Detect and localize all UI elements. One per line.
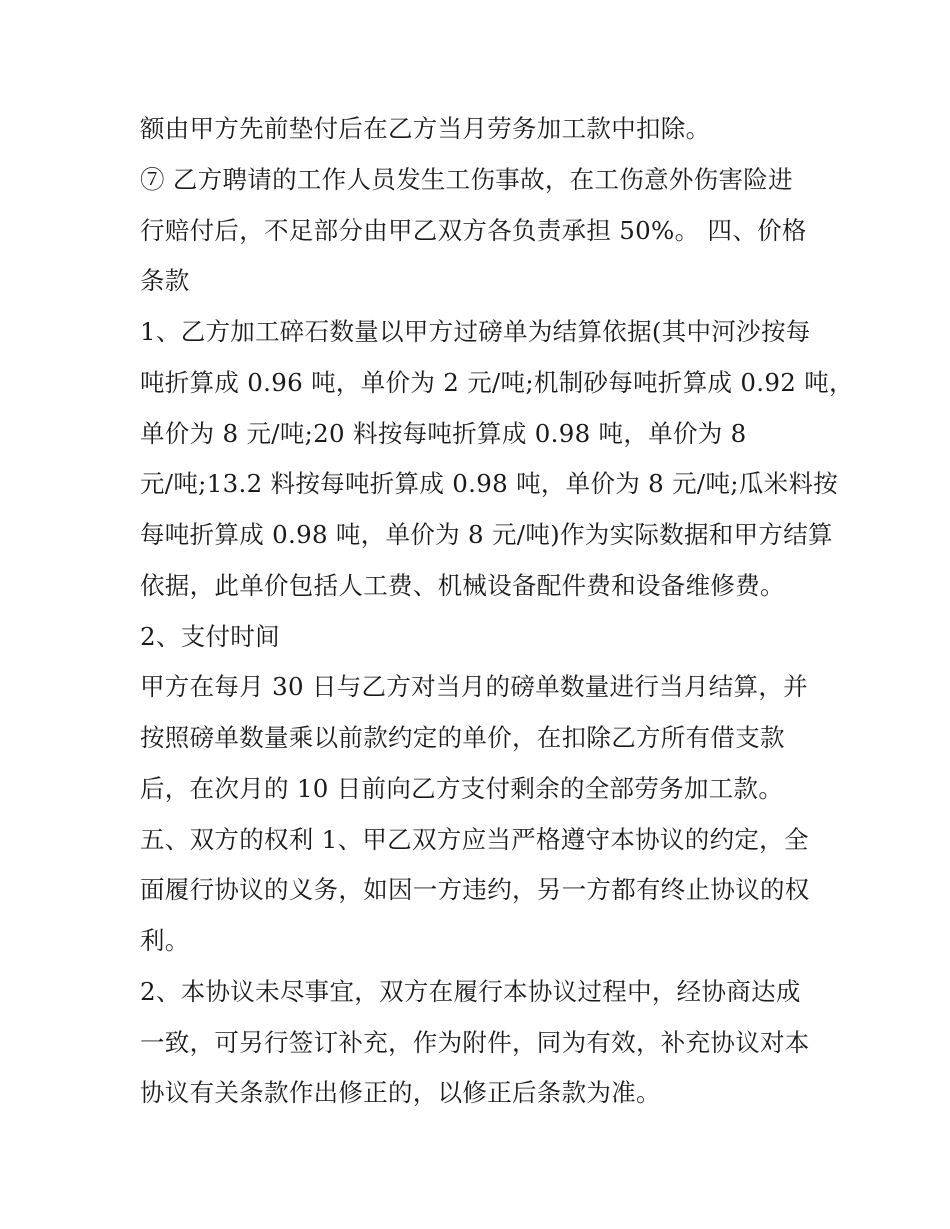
text-line-16: 面履行协议的义务，如因一方违约，另一方都有终止协议的权 (140, 875, 810, 904)
text-line-4: 条款 (140, 266, 190, 295)
text-line-19: 一致，可另行签订补充，作为附件，同为有效，补充协议对本 (140, 1028, 810, 1057)
text-line-15: 五、双方的权利 1、甲乙双方应当严格遵守本协议的约定，全 (140, 825, 809, 854)
text-line-3: 行赔付后，不足部分由甲乙双方各负责承担 50%。 四、价格 (140, 216, 807, 245)
text-line-17: 利。 (140, 926, 190, 955)
text-line-14: 后，在次月的 10 日前向乙方支付剩余的全部劳务加工款。 (140, 774, 784, 803)
text-line-20: 协议有关条款作出修正的，以修正后条款为准。 (140, 1078, 661, 1107)
text-line-6: 吨折算成 0.96 吨，单价为 2 元/吨;机制砂每吨折算成 0.92 吨， (140, 368, 854, 397)
text-line-5: 1、乙方加工碎石数量以甲方过磅单为结算依据(其中河沙按每 (140, 317, 811, 346)
text-line-12: 甲方在每月 30 日与乙方对当月的磅单数量进行当月结算，并 (140, 672, 808, 701)
text-line-8: 元/吨;13.2 料按每吨折算成 0.98 吨，单价为 8 元/吨;瓜米料按 (140, 469, 839, 498)
text-line-7: 单价为 8 元/吨;20 料按每吨折算成 0.98 吨，单价为 8 (140, 419, 747, 448)
text-line-9: 每吨折算成 0.98 吨，单价为 8 元/吨)作为实际数据和甲方结算 (140, 520, 833, 549)
text-line-18: 2、本协议未尽事宜，双方在履行本协议过程中，经协商达成 (140, 977, 801, 1006)
text-line-10: 依据，此单价包括人工费、机械设备配件费和设备维修费。 (140, 571, 785, 600)
text-line-13: 按照磅单数量乘以前款约定的单价，在扣除乙方所有借支款 (140, 723, 785, 752)
text-line-11: 2、支付时间 (140, 622, 280, 651)
text-line-1: 额由甲方先前垫付后在乙方当月劳务加工款中扣除。 (140, 114, 711, 143)
text-line-2: ⑦ 乙方聘请的工作人员发生工伤事故，在工伤意外伤害险进 (140, 165, 793, 194)
